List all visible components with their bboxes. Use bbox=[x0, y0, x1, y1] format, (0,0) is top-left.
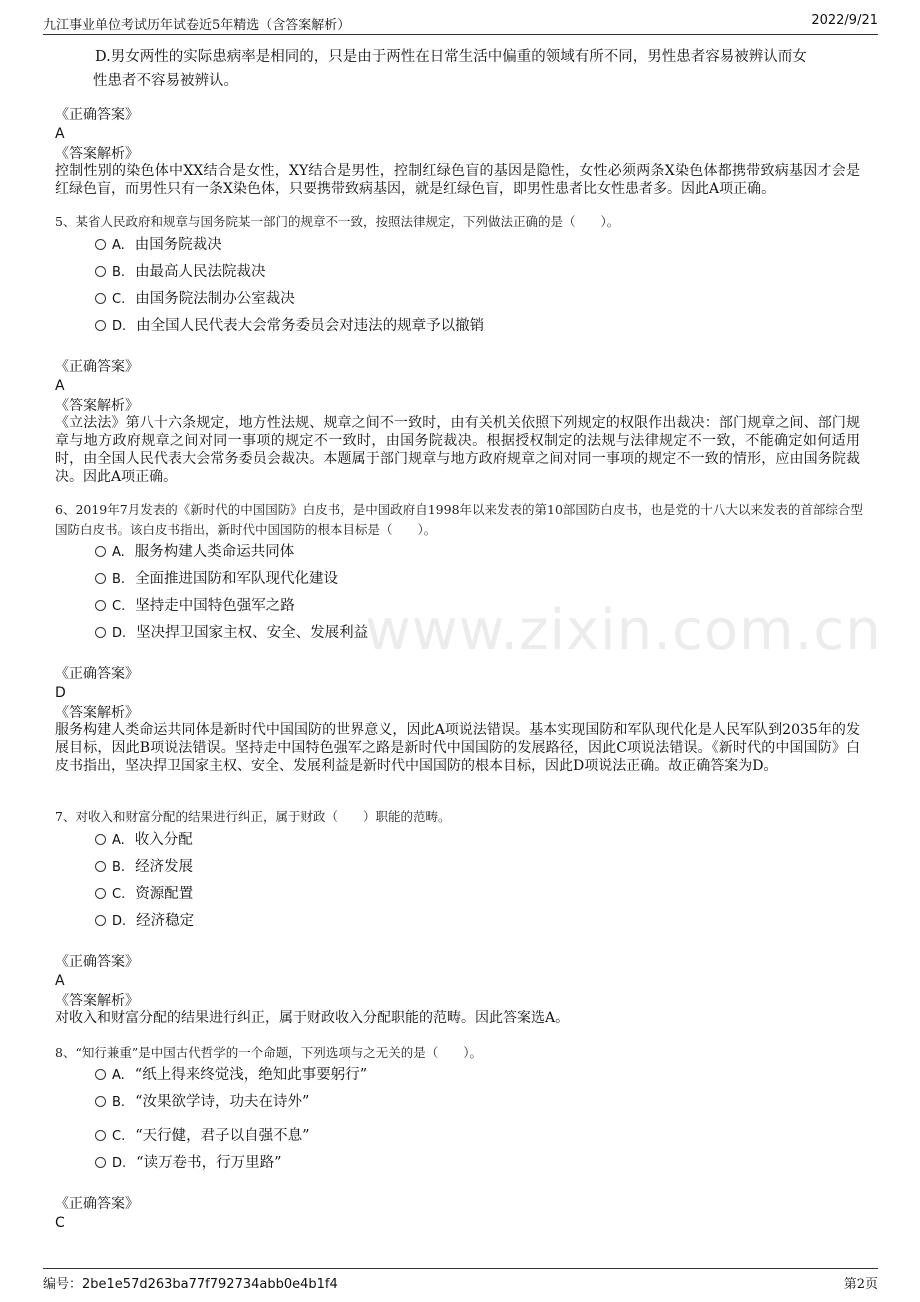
answer-value: A bbox=[55, 378, 65, 394]
analysis-label: 《答案解析》 bbox=[55, 993, 139, 1009]
document-code bbox=[43, 1273, 338, 1292]
answer-label: 《正确答案》 bbox=[55, 666, 139, 682]
q7-option-d[interactable] bbox=[95, 908, 875, 935]
question-5-stem: 5、某省人民政府和规章与国务院某一部门的规章不一致，按照法律规定，下列做法正确的是（ ）。 bbox=[55, 214, 620, 229]
q7-option-a[interactable] bbox=[95, 827, 875, 854]
analysis-label: 《答案解析》 bbox=[55, 398, 139, 414]
q5-option-a[interactable] bbox=[95, 232, 875, 259]
q7-option-c[interactable] bbox=[95, 881, 875, 908]
radio-icon[interactable] bbox=[95, 293, 106, 304]
option-text: 由全国人民代表大会常务委员会对违法的规章予以撤销 bbox=[136, 318, 485, 334]
radio-icon[interactable] bbox=[95, 1157, 106, 1168]
document-title: 九江事业单位考试历年试卷近5年精选（含答案解析） bbox=[43, 18, 351, 33]
option-text: 由国务院法制办公室裁决 bbox=[135, 291, 295, 307]
option-text: 服务构建人类命运共同体 bbox=[134, 544, 295, 560]
watermark: www.zixin.com.cn bbox=[365, 598, 882, 663]
option-letter: C. bbox=[112, 292, 126, 307]
option-text-line1: 男女两性的实际患病率是相同的，只是由于两性在日常生活中偏重的领域有所不同，男性患者容易被辨认而女 bbox=[110, 49, 807, 65]
q4-option-d[interactable] bbox=[95, 45, 865, 93]
option-letter: C. bbox=[112, 599, 126, 614]
option-letter: A. bbox=[112, 833, 125, 848]
radio-icon[interactable] bbox=[95, 627, 106, 638]
analysis-text: 服务构建人类命运共同体是新时代中国国防的世界意义，因此A项说法错误。基本实现国防和军队现代化是人民军队到2035年的发展目标，因此B项说法错误。坚持走中国特色强军之路是新时代中国国防的发展路径，因此C项说法错误。《新时代的中国国防》白皮书指出，坚决捍卫国家主权、安全、发展利益是新时代中国国防的根本目标，因此D项说法正确。故正确答案为D。 bbox=[55, 722, 860, 774]
radio-icon[interactable] bbox=[95, 1096, 106, 1107]
question-7-stem: 7、对收入和财富分配的结果进行纠正，属于财政（ ）职能的范畴。 bbox=[55, 809, 451, 824]
answer-label: 《正确答案》 bbox=[55, 107, 139, 123]
option-letter: A. bbox=[112, 1068, 125, 1083]
radio-icon[interactable] bbox=[95, 600, 106, 611]
code-value: 2be1e57d263ba77f792734abb0e4b1f4 bbox=[82, 1277, 338, 1292]
option-letter: D. bbox=[112, 914, 127, 929]
q5-option-d[interactable] bbox=[95, 313, 875, 340]
option-text: “纸上得来终觉浅，绝知此事要躬行” bbox=[134, 1067, 368, 1083]
answer-label: 《正确答案》 bbox=[55, 1196, 139, 1212]
option-text: 收入分配 bbox=[134, 832, 193, 848]
page-number: 第2页 bbox=[843, 1277, 878, 1292]
option-letter: D. bbox=[112, 319, 127, 334]
option-letter: B. bbox=[112, 860, 126, 875]
radio-icon[interactable] bbox=[95, 1130, 106, 1141]
option-letter: B. bbox=[112, 265, 126, 280]
option-text: “读万卷书，行万里路” bbox=[136, 1155, 282, 1171]
q5-option-c[interactable] bbox=[95, 286, 875, 313]
document-date: 2022/9/21 bbox=[811, 13, 878, 28]
radio-icon[interactable] bbox=[95, 888, 106, 899]
page-footer bbox=[43, 1268, 878, 1291]
option-text: 经济稳定 bbox=[136, 913, 195, 929]
radio-icon[interactable] bbox=[95, 320, 106, 331]
radio-icon[interactable] bbox=[95, 573, 106, 584]
option-text: 坚持走中国特色强军之路 bbox=[135, 598, 295, 614]
answer-label: 《正确答案》 bbox=[55, 359, 139, 375]
radio-icon[interactable] bbox=[95, 1069, 106, 1080]
option-letter: D. bbox=[112, 626, 127, 641]
answer-label: 《正确答案》 bbox=[55, 954, 139, 970]
q6-option-c[interactable] bbox=[95, 593, 875, 620]
answer-value: C bbox=[55, 1215, 65, 1231]
radio-icon[interactable] bbox=[95, 834, 106, 845]
option-letter: C. bbox=[112, 1129, 126, 1144]
code-label: 编号： bbox=[43, 1277, 83, 1292]
option-text: 全面推进国防和军队现代化建设 bbox=[135, 571, 339, 587]
option-letter: D. bbox=[95, 49, 111, 65]
option-text-line2: 性患者不容易被辨认。 bbox=[93, 73, 238, 89]
radio-icon[interactable] bbox=[95, 266, 106, 277]
option-letter: B. bbox=[112, 1095, 126, 1110]
q8-option-d[interactable] bbox=[95, 1150, 875, 1177]
answer-value: D bbox=[55, 685, 66, 701]
q8-option-c[interactable] bbox=[95, 1123, 875, 1150]
analysis-text: 控制性别的染色体中XX结合是女性，XY结合是男性，控制红绿色盲的基因是隐性，女性必须两条X染色体都携带致病基因才会是红绿色盲，而男性只有一条X染色体，只要携带致病基因，就是红绿色盲，即男性患者比女性患者多。因此A项正确。 bbox=[55, 163, 860, 197]
option-letter: A. bbox=[112, 238, 125, 253]
option-letter: B. bbox=[112, 572, 126, 587]
answer-value: A bbox=[55, 973, 65, 989]
q6-option-a[interactable] bbox=[95, 539, 875, 566]
option-text: 由最高人民法院裁决 bbox=[135, 264, 266, 280]
radio-icon[interactable] bbox=[95, 239, 106, 250]
option-letter: C. bbox=[112, 887, 126, 902]
q6-option-d[interactable] bbox=[95, 620, 875, 647]
answer-value: A bbox=[55, 126, 65, 142]
page-header bbox=[43, 12, 878, 35]
option-text: “天行健，君子以自强不息” bbox=[135, 1128, 310, 1144]
q8-option-b[interactable] bbox=[95, 1089, 875, 1116]
analysis-label: 《答案解析》 bbox=[55, 705, 139, 721]
q8-option-a[interactable] bbox=[95, 1062, 875, 1089]
option-letter: A. bbox=[112, 545, 125, 560]
analysis-text: 对收入和财富分配的结果进行纠正，属于财政收入分配职能的范畴。因此答案选A。 bbox=[55, 1010, 570, 1026]
option-text: 经济发展 bbox=[135, 859, 194, 875]
question-8-stem: 8、“知行兼重”是中国古代哲学的一个命题，下列选项与之无关的是（ ）。 bbox=[55, 1045, 482, 1060]
analysis-text: 《立法法》第八十六条规定，地方性法规、规章之间不一致时，由有关机关依照下列规定的权限作出裁决：部门规章之间、部门规章与地方政府规章之间对同一事项的规定不一致时，由国务院裁决。根据授权制定的法规与法律规定不一致，不能确定如何适用时，由全国人民代表大会常务委员会裁决。本题属于部门规章与地方政府规章之间对同一事项的规定不一致的情形，应由国务院裁决。因此A项正确。 bbox=[55, 415, 860, 485]
radio-icon[interactable] bbox=[95, 861, 106, 872]
q5-option-b[interactable] bbox=[95, 259, 875, 286]
option-letter: D. bbox=[112, 1156, 127, 1171]
q7-option-b[interactable] bbox=[95, 854, 875, 881]
q6-option-b[interactable] bbox=[95, 566, 875, 593]
radio-icon[interactable] bbox=[95, 915, 106, 926]
radio-icon[interactable] bbox=[95, 546, 106, 557]
analysis-label: 《答案解析》 bbox=[55, 146, 139, 162]
option-text: 由国务院裁决 bbox=[134, 237, 222, 253]
option-text: “汝果欲学诗，功夫在诗外” bbox=[135, 1094, 310, 1110]
question-6-stem: 6、2019年7月发表的《新时代的中国国防》白皮书，是中国政府自1998年以来发表的第10部国防白皮书，也是党的十八大以来发表的首部综合型国防白皮书。该白皮书指出，新时代中国国防的根本目标是（ ）。 bbox=[55, 502, 863, 537]
option-text: 坚决捍卫国家主权、安全、发展利益 bbox=[136, 625, 369, 641]
option-text: 资源配置 bbox=[135, 886, 194, 902]
